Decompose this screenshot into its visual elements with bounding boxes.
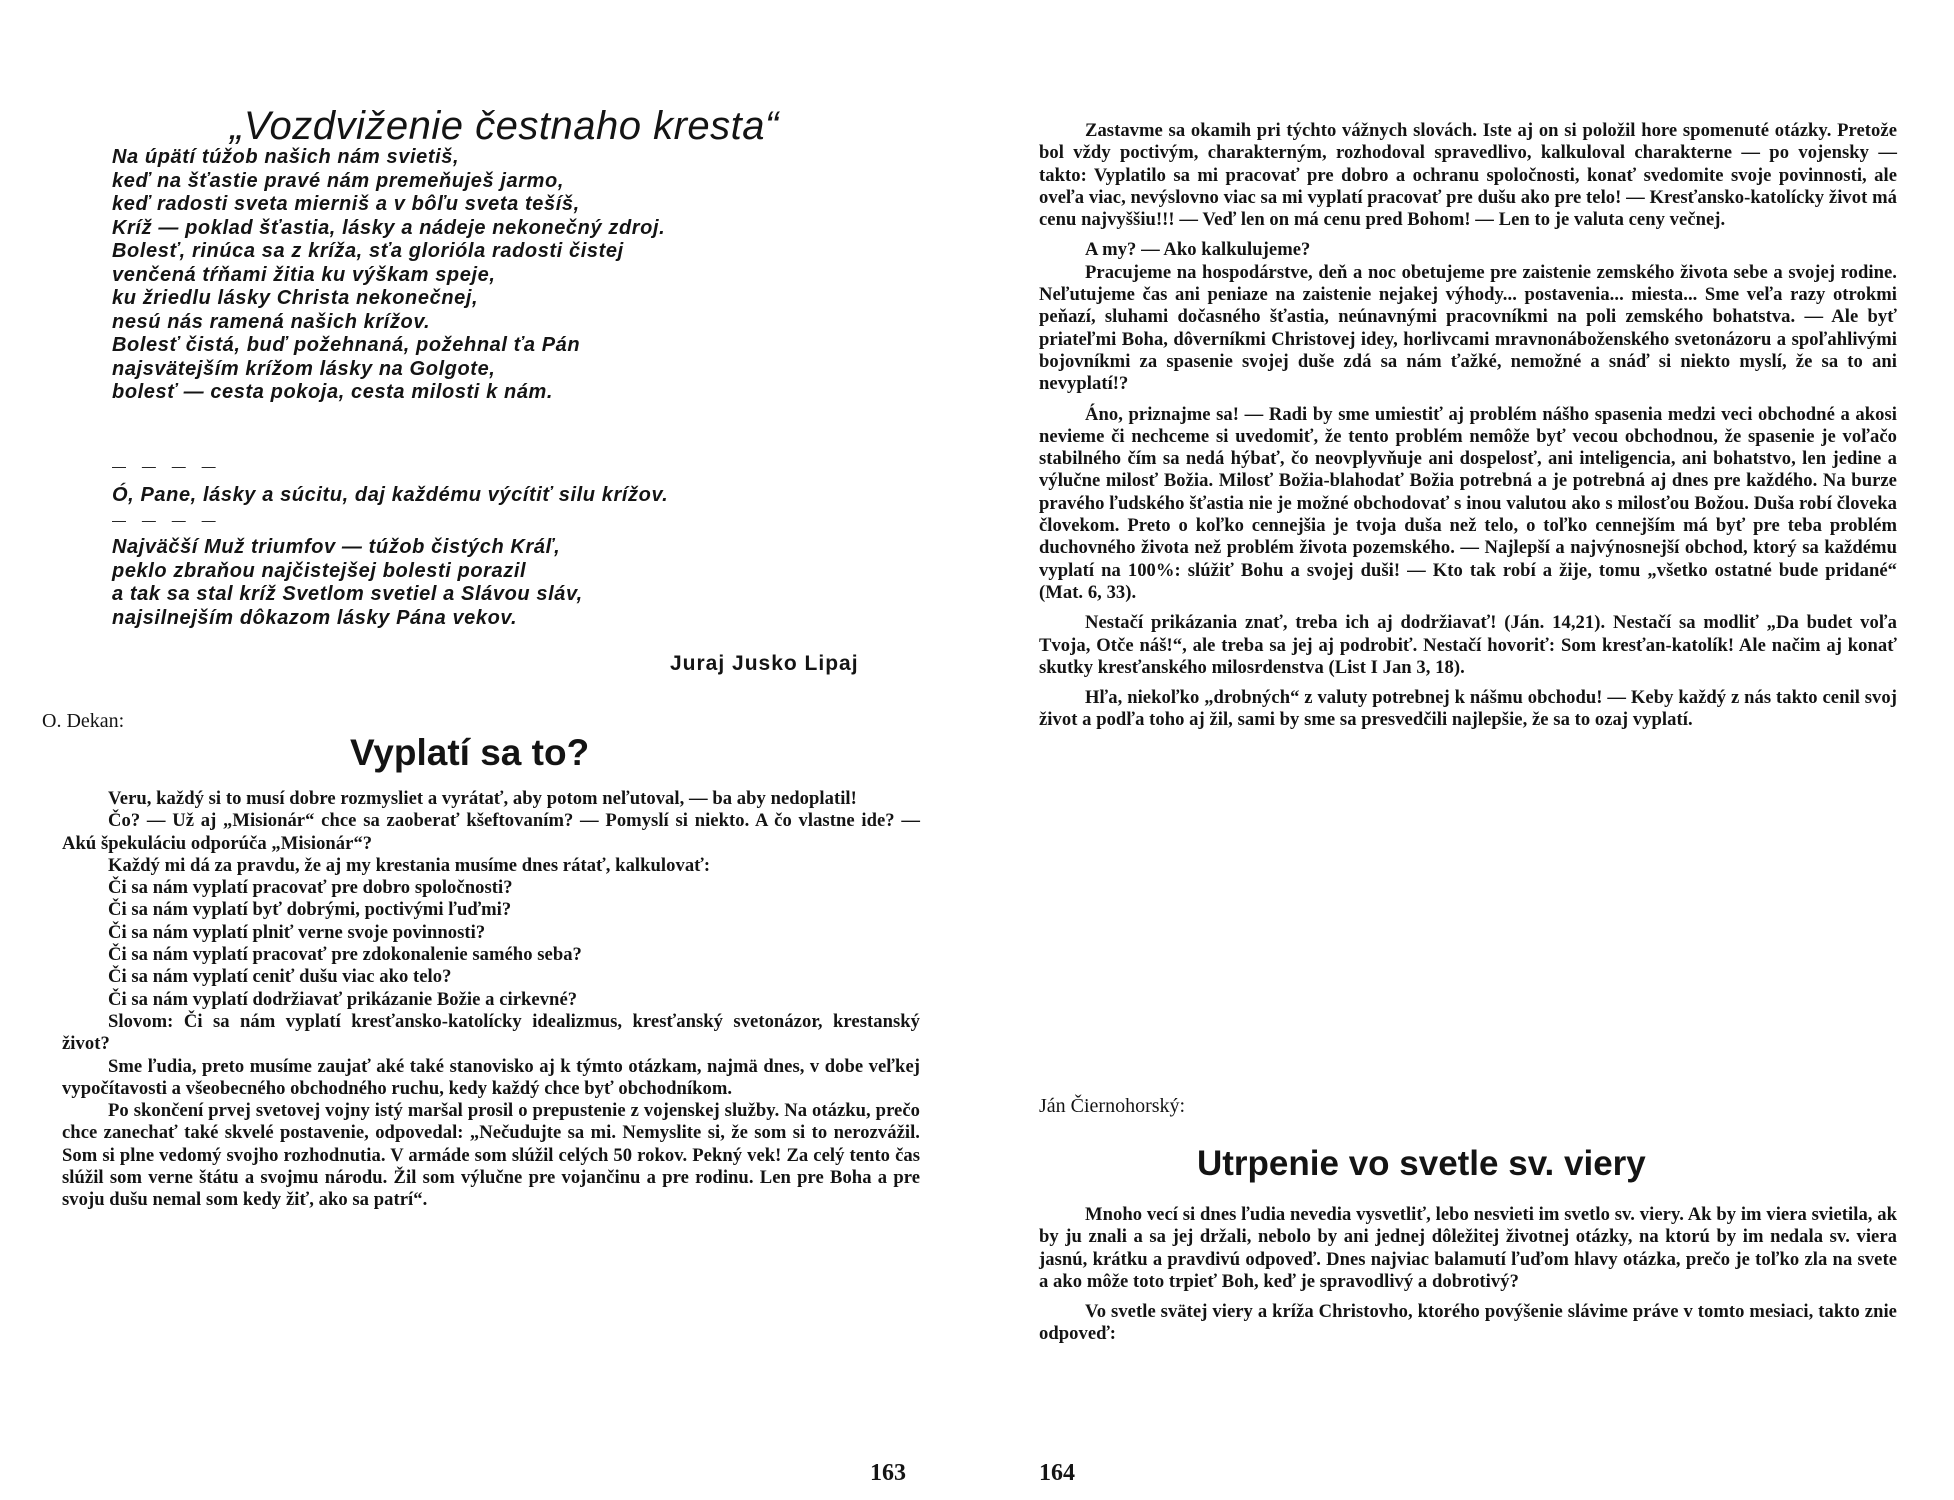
article-byline: O. Dekan: (42, 710, 125, 732)
question-line: Či sa nám vyplatí plniť verne svoje povinnosti? (108, 921, 486, 943)
question-line: Či sa nám vyplatí byť dobrými, poctivými ľuďmi? (108, 899, 512, 921)
poem-stanza-3 (112, 536, 912, 630)
poem-title: „Vozdviženie čestnaho kresta“ (230, 104, 779, 148)
poem-line: najsvätejším krížom lásky na Golgote, (112, 357, 496, 380)
article-continued (1039, 120, 1897, 732)
question-line: Či sa nám vyplatí dodržiavať prikázanie Božie a cirkevné? (108, 988, 578, 1010)
paragraph: Nestačí prikázania znať, treba ich aj dodržiavať! (Ján. 14,21). Nestačí sa modliť „Da budet voľa Tvoja, Otče náš!“, ale treba sa jej aj podrobiť. Nestačí hovoriť: Som kresťan-katolík! Ale načim aj konať skutky kresťanského milosrdenstva (List I Jan 3, 18). (1039, 612, 1897, 678)
paragraph: Zastavme sa okamih pri týchto vážnych slovách. Iste aj on si položil hore spomenuté otázky. Pretože bol vždy poctivým, charakterným, rozhodoval spravedlivo, kalkuloval charakterne — po vojensky — takto: Vyplatilo sa mi pracovať pre dobro a ochranu spoločnosti, konať svedomite svoje povinnosti, ale oveľa viac, nevýslovno viac sa mi vyplatí pracovať pre dušu ako pre telo! — Kresťansko-katolícky život má cenu najvyššiu!!! — Veď len on má cenu pred Bohom! — Len to je valuta ceny večnej. (1039, 120, 1897, 231)
poem-line: Ó, Pane, lásky a súcitu, daj každému výcítiť silu krížov. (112, 484, 669, 506)
paragraph: A my? — Ako kalkulujeme? (1085, 239, 1311, 261)
poem-line: venčená tŕňami žitia ku výškam speje, (112, 263, 496, 286)
poem-divider: — — — — (112, 512, 222, 528)
poem-line: peklo zbraňou najčistejšej bolesti porazil (112, 559, 527, 582)
poem-author: Juraj Jusko Lipaj (670, 652, 859, 675)
paragraph: Hľa, niekoľko „drobných“ z valuty potrebnej k nášmu obchodu! — Keby každý z nás takto cenil svoj život a podľa toho aj žil, sami by sme sa presvedčili najlepšie, že sa to ozaj vyplatí. (1039, 687, 1897, 731)
paragraph: Každý mi dá za pravdu, že aj my krestania musíme dnes rátať, kalkulovať: (108, 854, 711, 876)
poem-line: Bolesť, rinúca sa z kríža, sťa glorióla radosti čistej (112, 240, 624, 262)
article2-byline: Ján Čiernohorský: (1039, 1095, 1186, 1117)
poem-stanza-1 (112, 146, 912, 405)
page-number: 164 (1039, 1460, 1075, 1486)
poem-line: keď na šťastie pravé nám premeňuješ jarmo, (112, 169, 564, 192)
poem-line: Kríž — poklad šťastia, lásky a nádeje nekonečný zdroj. (112, 216, 666, 239)
page-number: 163 (870, 1460, 906, 1486)
paragraph: Áno, priznajme sa! — Radi by sme umiestiť aj problém nášho spasenia medzi veci obchodné a akosi nevieme či nechceme si uvedomiť, že tento problém nemôže byť vecou obchodnou, že spasenie je voľačo stabilného čím sa nedá hýbať, čo neovplyvňuje ani dospelosť, ani inteligencia, ani bohatstvo, len jedine a výlučne milosť Božia. Milosť Božia-blahodať Božia potrebná a je potrebná aj dnes pre každého. Na burze pravého ľudského šťastia nie je možné obchodovať s inou valutou ako s milosťou Božou. Duša robí človeka človekom. Preto o koľko cennejšia je tvoja duša než telo, o toľko cennejším má byť pre teba problém duchovného života než problém života pozemského. — Najlepší a najvýnosnejší obchod, ktorý sa každému vyplatí na 100%: slúžiť Bohu a svojej duši! — Kto tak robí a žije, tomu „všetko ostatné bude pridané“ (Mat. 6, 33). (1039, 403, 1897, 603)
poem-divider: — — — — (112, 458, 222, 474)
paragraph: Veru, každý si to musí dobre rozmysliet a vyrátať, aby potom neľutoval, — ba aby nedoplatil! (108, 788, 857, 809)
question-line: Či sa nám vyplatí pracovať pre dobro spoločnosti? (108, 877, 513, 899)
poem-line: najsilnejším dôkazom lásky Pána vekov. (112, 606, 518, 629)
poem-line: Najväčší Muž triumfov — túžob čistých Kráľ, (112, 536, 561, 558)
article-title: Vyplatí sa to? (350, 732, 590, 773)
paragraph: Slovom: Či sa nám vyplatí kresťansko-katolícky idealizmus, kresťanský svetonázor, krestanský život? (62, 1010, 920, 1055)
paragraph: Po skončení prvej svetovej vojny istý maršal prosil o prepustenie z vojenskej služby. Na otázku, prečo chce zanechať také skvelé postavenie, odpovedal: „Nečudujte sa mi. Nemyslite si, že som si to nerozvážil. Som si plne vedomý svojho rozhodnutia. V armáde som slúžil celých 50 rokov. Pekný vek! Za celý tento čas slúžil som verne štátu a svojmu národu. Žil som výlučne pre vojančinu a pre rodinu. Len pre Boha a pre svoju dušu nemal som kedy žiť, ako sa patrí“. (62, 1100, 920, 1211)
article2-body (1039, 1204, 1897, 1346)
paragraph: Vo svetle svätej viery a kríža Christovho, ktorého povýšenie slávime práve v tomto mesiaci, takto znie odpoveď: (1039, 1301, 1897, 1345)
paragraph: Mnoho vecí si dnes ľudia nevedia vysvetliť, lebo nesvieti im svetlo sv. viery. Ak by im viera svietila, ak by ju znali a sa jej držali, nebolo by ani jednej dôležitej životnej otázky, na ktorú by im nedala sv. viera jasnú, krátku a pravdivú odpoveď. Dnes najviac balamutí ľuďom hlavy otázka, prečo je toľko zla na svete a ako môže toto trpieť Boh, keď je spravodlivý a dobrotivý? (1039, 1204, 1897, 1292)
article-body (62, 788, 920, 1212)
poem-line: ku žriedlu lásky Christa nekonečnej, (112, 287, 479, 309)
poem-line: Bolesť čistá, buď požehnaná, požehnal ťa Pán (112, 334, 581, 356)
right-page (977, 0, 1954, 1500)
poem-line: Na úpätí túžob našich nám svietiš, (112, 146, 460, 168)
question-line: Či sa nám vyplatí ceniť dušu viac ako telo? (108, 966, 452, 988)
poem-line: keď radosti sveta mierniš a v bôľu sveta tešíš, (112, 193, 580, 215)
poem-line: bolesť — cesta pokoja, cesta milosti k nám. (112, 381, 554, 403)
paragraph: Sme ľudia, preto musíme zaujať aké také stanovisko aj k týmto otázkam, najmä dnes, v dobe veľkej vypočítavosti a všeobecného obchodného ruchu, kedy každý chce byť obchodníkom. (62, 1055, 920, 1099)
poem-stanza-2 (112, 484, 912, 508)
paragraph: Čo? — Už aj „Misionár“ chce sa zaoberať kšeftovaním? — Pomyslí si niekto. A čo vlastne ide? — Akú špekuláciu odporúča „Misionár“? (62, 810, 920, 854)
question-line: Či sa nám vyplatí pracovať pre zdokonalenie samého seba? (108, 944, 582, 966)
article2-title: Utrpenie vo svetle sv. viery (1197, 1144, 1646, 1183)
poem-line: nesú nás ramená našich krížov. (112, 310, 431, 333)
paragraph: Pracujeme na hospodárstve, deň a noc obetujeme pre zaistenie zemského života sebe a svojej rodine. Neľutujeme čas ani peniaze na zaistenie nejakej výhody... postavenia... miesta... Sme veľa razy otrokmi peňazí, sluhami dočasného šťastia, neúnavnými pracovníkmi na poli zemského bohatstva. — Ale byť priateľmi Boha, dôverníkmi Christovej idey, horlivcami mravnonáboženského svetonázoru a spoľahlivými bojovníkmi za spasenie svojej duše zdá sa nám ťažké, nemožné a snáď si niekto myslí, že sa to ani nevyplatí!? (1039, 261, 1897, 395)
poem-line: a tak sa stal kríž Svetlom svetiel a Slávou sláv, (112, 583, 583, 605)
